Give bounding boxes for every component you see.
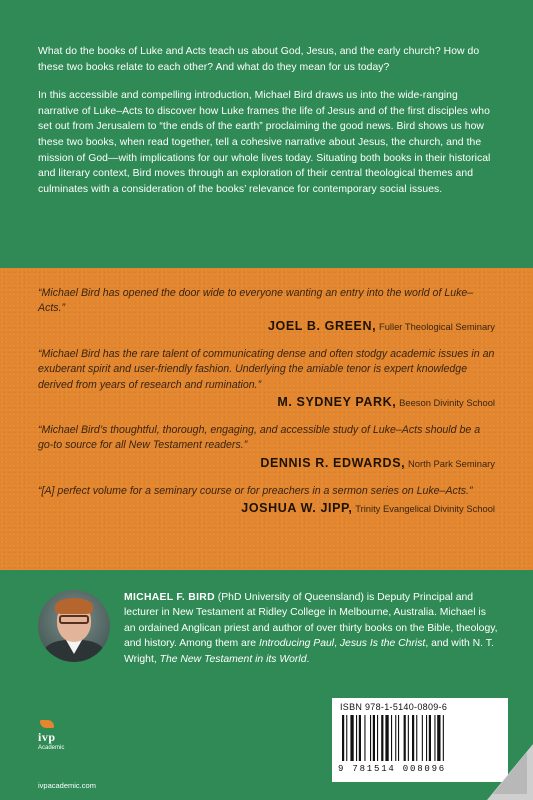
barcode-bar [373,715,375,761]
endorsement-text: “Michael Bird has the rare talent of communicating dense and often stodgy academic issues in an exuberant spirit and user-friendly fashion. Underlying the amiable tenor is expert knowledge derived from years of research and rumination.” [38,347,495,391]
author-bio: MICHAEL F. BIRD (PhD University of Queensland) is Deputy Principal and lecturer in New Testament at Ridley College in Melbourne, Australia. Michael is an ordained Anglican priest and author of over thirty books on the Bible, theology, and history. Among them are Introducing Paul, Jesus Is the Christ, and with N. T. Wright, The New Testament in its World. [124,592,498,665]
price-label [484,710,512,750]
endorser-name: DENNIS R. EDWARDS, [260,455,406,470]
book-title: Jesus Is the Christ [339,638,426,650]
barcode-bar [359,715,361,761]
barcode-bar [364,715,365,761]
endorsement-text: “Michael Bird’s thoughtful, thorough, engaging, and accessible study of Luke–Acts should be a go-to source for all New Testament readers.” [38,424,481,452]
barcode-bar [437,715,440,761]
barcode-bar [370,715,371,761]
publisher-logo-text: ivp [38,730,56,744]
endorser-name: M. SYDNEY PARK, [277,395,397,410]
endorser-org: Beeson Divinity School [399,397,495,409]
barcode-bar [422,715,423,761]
endorsement-attribution [38,456,495,470]
barcode-bar [381,715,383,761]
barcode-bar [434,715,435,761]
flame-icon [40,720,54,728]
barcode-bar [408,715,409,761]
endorsement [38,347,495,409]
endorsement [38,423,495,470]
book-title: Introducing Paul [258,638,335,650]
book-title: The New Testament in its World [159,653,307,665]
publisher-logo-subtitle: Academic [38,745,65,751]
isbn-text: ISBN 978-1-5140-0809-6 [340,702,448,712]
barcode-bars [340,715,490,763]
endorser-org: North Park Seminary [407,457,495,469]
barcode-bar [398,715,399,761]
barcode-bar [429,715,431,761]
barcode-bar [350,715,353,761]
endorsement [38,484,495,515]
author-photo [38,590,110,662]
endorser-org: Trinity Evangelical Divinity School [355,503,495,515]
endorsement [38,286,495,333]
endorsement-attribution [38,395,495,409]
publisher-logo [38,720,108,751]
barcode-bar [395,715,396,761]
barcode-bar [356,715,357,761]
barcode-digits: 9 781514 008096 [338,764,447,774]
barcode-bar [346,715,347,761]
endorser-org: Fuller Theological Seminary [378,320,495,332]
author-name: MICHAEL F. BIRD [124,592,215,603]
description-paragraph-2: In this accessible and compelling introduction, Michael Bird draws us into the wide-ranging narrative of Luke–Acts to discover how Luke frames the life of Jesus and of the first disciples who set out from Jerusalem to “the ends of the earth” proclaiming the good news. Bird shows us how these two books, when read together, tell a cohesive narrative about Jesus, the church, and the mission of God—with implications for our whole lives today. Situating both books in their historical and literary context, Bird moves through an exploration of their central theological themes and culminates with a consideration of the books’ relevance for contemporary social issues. [38,90,491,195]
endorsement-attribution [38,501,495,515]
endorser-name: JOEL B. GREEN, [267,318,377,333]
barcode-bar [443,715,444,761]
barcode-bar [404,715,406,761]
barcode-bar [412,715,414,761]
barcode-bar [377,715,378,761]
endorsement-attribution [38,319,495,333]
endorsement-text: “Michael Bird has opened the door wide to everyone wanting an entry into the world of Luke–Acts.” [38,287,474,315]
barcode-bar [391,715,392,761]
endorsements-section [0,268,533,570]
author-section [0,570,533,800]
isbn-barcode [332,698,508,782]
endorser-name: JOSHUA W. JIPP, [241,501,353,516]
barcode-bar [342,715,344,761]
description-section [0,0,533,268]
barcode-bar [416,715,417,761]
barcode-bar [426,715,427,761]
endorsement-text: “[A] perfect volume for a seminary course or for preachers in a sermon series on Luke–Acts.” [38,484,473,497]
description-paragraph-1: What do the books of Luke and Acts teach us about God, Jesus, and the early church? How do these two books relate to each other? And what do they mean for us today? [38,46,480,73]
barcode-bar [385,715,388,761]
publisher-website: ivpacademic.com [38,781,96,790]
